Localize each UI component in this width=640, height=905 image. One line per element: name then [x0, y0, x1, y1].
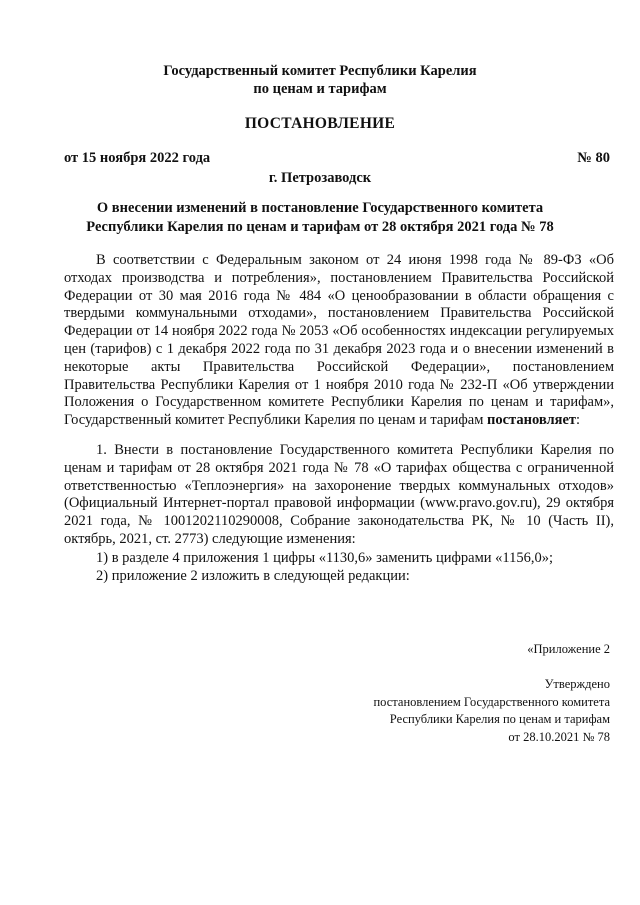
subparagraph-1: 1) в разделе 4 приложения 1 цифры «1130,6» заменить цифрами «1156,0»;	[96, 550, 554, 566]
org-name-line1: Государственный комитет Республики Карелия	[163, 63, 477, 79]
preamble-text: В соответствии с Федеральным законом от 24 июня 1998 года № 89-ФЗ «Об отходах производства и потребления», постановлением Правительства Российской Федерации от 30 мая 2016 года № 484 «О ценообразовании в области обращения с твердыми коммунальными отходами», постановлением Правительства Российской Федерации от 14 ноября 2022 года № 2053 «Об особенностях индексации регулируемых цен (тарифов) с 1 декабря 2022 года по 31 декабря 2023 года и о внесении изменений в некоторые акты Правительства Российской Федерации», постановлением Правительства Республики Карелия от 1 ноября 2010 года № 232-П «Об утверждении Положения о Государственном комитете Республики Карелия по ценам и тарифам», Государственный комитет Республики Карелия по ценам и тарифам	[64, 252, 614, 429]
subject-line1: О внесении изменений в постановление Государственного комитета	[96, 200, 544, 216]
document-date: от 15 ноября 2022 года	[64, 150, 211, 166]
preamble-decree-word: постановляет	[487, 412, 577, 429]
appendix-approved: Утверждено	[544, 677, 610, 691]
paragraph-1: 1. Внести в постановление Государственного комитета Республики Карелия по ценам и тарифам от 28 октября 2021 года № 78 «О тарифах общества с ограниченной ответственностью «Теплоэнергия» на захоронение твердых коммунальных отходов» (Официальный Интернет-портал правовой информации (www.pravo.gov.ru), 29 октября 2021 года, № 1001202110290008, Собрание законодательства РК, № 10 (Часть II), октябрь, 2021, ст. 2773) следующие изменения:	[64, 442, 614, 547]
appendix-approval-block	[373, 676, 610, 746]
document-number: № 80	[577, 150, 610, 166]
appendix-label: «Приложение 2	[527, 642, 610, 656]
preamble-paragraph	[64, 252, 614, 430]
appendix-line2: Республики Карелия по ценам и тарифам	[389, 712, 610, 726]
document-type: ПОСТАНОВЛЕНИЕ	[244, 115, 396, 132]
subparagraph-2: 2) приложение 2 изложить в следующей редакции:	[96, 568, 410, 584]
org-name-line2: по ценам и тарифам	[253, 81, 387, 97]
document-city: г. Петрозаводск	[268, 170, 372, 186]
subject-line2: Республики Карелия по ценам и тарифам от 28 октября 2021 года № 78	[86, 219, 554, 235]
appendix-line1: постановлением Государственного комитета	[373, 694, 610, 709]
document-subject	[70, 199, 570, 237]
appendix-line3: от 28.10.2021 № 78	[508, 729, 610, 744]
preamble-colon: :	[576, 412, 581, 429]
